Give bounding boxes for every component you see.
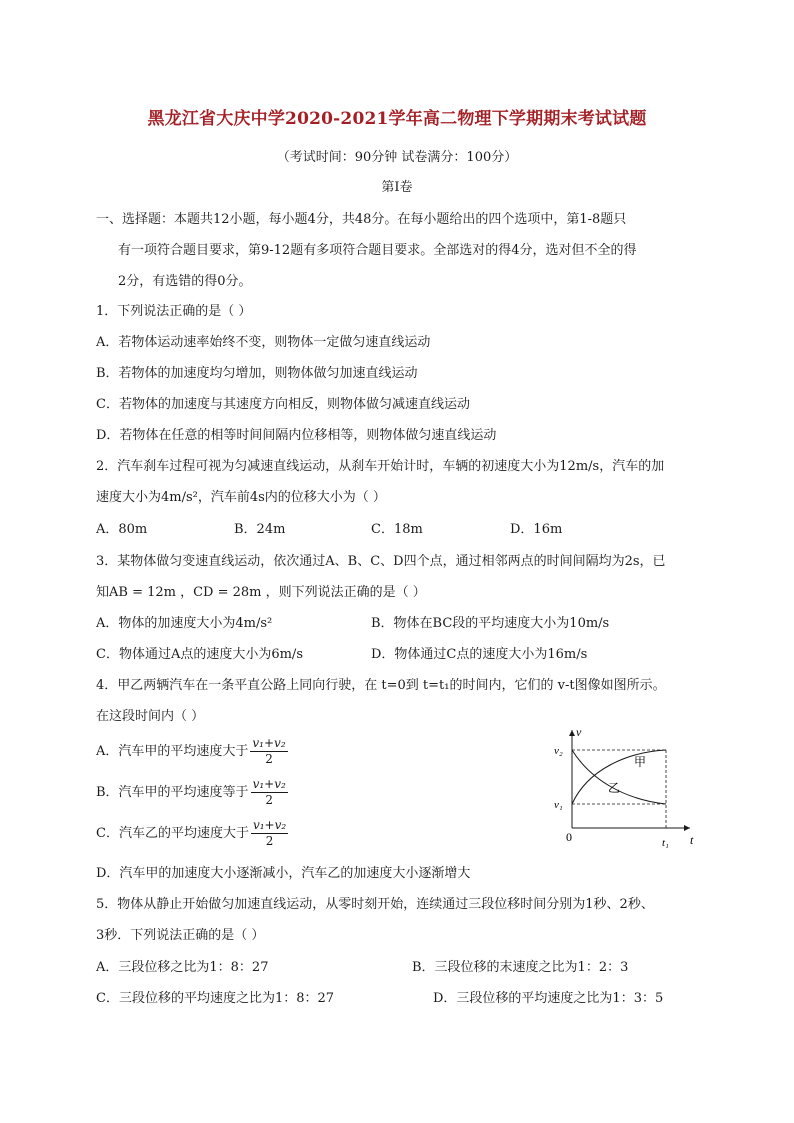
fraction-numerator: v₁+v₂ bbox=[252, 777, 286, 791]
q4-option-c bbox=[96, 818, 288, 849]
fraction-numerator: v₁+v₂ bbox=[252, 736, 286, 750]
fraction-denominator: 2 bbox=[265, 793, 273, 807]
q5-stem-line-1: 5．物体从静止开始做匀加速直线运动，从零时刻开始，连续通过三段位移时间分别为1秒、2秒、 bbox=[96, 897, 654, 912]
q1-stem: 1．下列说法正确的是（ ） bbox=[96, 304, 252, 319]
label-yi: 乙 bbox=[608, 781, 621, 795]
q3-option-d: D．物体通过C点的速度大小为16m/s bbox=[371, 647, 588, 662]
q2-stem-line-2: 速度大小为4m/s²，汽车前4s内的位移大小为（ ） bbox=[96, 490, 386, 505]
q5-option-b: B．三段位移的末速度之比为1：2：3 bbox=[412, 960, 629, 975]
fraction-denominator: 2 bbox=[265, 834, 274, 848]
fraction-denominator: 2 bbox=[265, 752, 273, 766]
q4-option-b bbox=[96, 777, 288, 808]
x-axis-label: t bbox=[690, 833, 694, 847]
q5-option-d: D．三段位移的平均速度之比为1：3：5 bbox=[433, 991, 664, 1006]
q5-option-a: A．三段位移之比为1：8：27 bbox=[96, 960, 269, 975]
q1-option-b: B．若物体的加速度均匀增加，则物体做匀加速直线运动 bbox=[96, 366, 418, 381]
q3-option-a: A．物体的加速度大小为4m/s² bbox=[96, 616, 273, 631]
q4-option-d: D．汽车甲的加速度大小逐渐减小，汽车乙的加速度大小逐渐增大 bbox=[96, 866, 471, 881]
q5-stem-line-2: 3秒．下列说法正确的是（ ） bbox=[96, 928, 265, 943]
vt-graph bbox=[548, 724, 698, 852]
q5-option-c: C．三段位移的平均速度之比为1：8：27 bbox=[96, 991, 335, 1006]
v2-label: v₂ bbox=[554, 745, 563, 757]
curve-yi bbox=[572, 750, 666, 804]
q2-option-c: C．18m bbox=[371, 522, 423, 537]
q4-stem-line-1: 4．甲乙两辆汽车在一条平直公路上同向行驶，在 t=0到 t=t₁的时间内，它们的 v-t图像如图所示。 bbox=[96, 678, 666, 693]
y-axis-label: v bbox=[576, 725, 582, 739]
instruction-line-2: 有一项符合题目要求，第9-12题有多项符合题目要求。全部选对的得4分，选对但不全的得 bbox=[118, 243, 637, 258]
section-label: 第Ⅰ卷 bbox=[381, 180, 413, 195]
q1-option-c: C．若物体的加速度与其速度方向相反，则物体做匀减速直线运动 bbox=[96, 397, 470, 412]
q2-option-b: B．24m bbox=[234, 522, 286, 537]
instruction-line-3: 2分，有选错的得0分。 bbox=[118, 274, 252, 289]
section-instructions bbox=[96, 204, 706, 297]
q2-option-d: D．16m bbox=[510, 522, 563, 537]
q3-stem-line-1: 3．某物体做匀变速直线运动，依次通过A、B、C、D四个点，通过相邻两点的时间间隔均为2s，已 bbox=[96, 554, 666, 569]
q3-option-b: B．物体在BC段的平均速度大小为10m/s bbox=[371, 616, 610, 631]
q2-option-a: A．80m bbox=[96, 522, 148, 537]
q2-stem-line-1: 2．汽车刹车过程可视为匀减速直线运动，从刹车开始计时，车辆的初速度大小为12m/s，汽车的加 bbox=[96, 459, 665, 474]
q3-stem-line-2: 知AB = 12m ，CD = 28m ，则下列说法正确的是（ ） bbox=[96, 585, 426, 600]
q1-option-d: D．若物体在任意的相等时间间隔内位移相等，则物体做匀速直线运动 bbox=[96, 428, 497, 443]
q4-option-c-text: C．汽车乙的平均速度大于 bbox=[96, 826, 249, 841]
q4-option-a-text: A．汽车甲的平均速度大于 bbox=[96, 744, 249, 759]
v1-label: v₁ bbox=[554, 799, 563, 811]
q4-option-b-text: B．汽车甲的平均速度等于 bbox=[96, 785, 249, 800]
instruction-line-1: 一、选择题：本题共12小题，每小题4分，共48分。在每小题给出的四个选项中，第1-8题只 bbox=[96, 212, 627, 227]
q4-option-a bbox=[96, 736, 288, 767]
q4-stem-line-2: 在这段时间内（ ） bbox=[96, 709, 205, 724]
q1-option-a: A．若物体运动速率始终不变，则物体一定做匀速直线运动 bbox=[96, 335, 431, 350]
origin-label: 0 bbox=[566, 830, 572, 844]
exam-info: （考试时间：90分钟 试卷满分：100分） bbox=[276, 150, 518, 165]
curve-jia bbox=[572, 750, 666, 804]
fraction-v1-plus-v2-over-2 bbox=[250, 736, 287, 767]
fraction-numerator: v₁+v₂ bbox=[252, 818, 287, 832]
fraction-v1-plus-v2-over-2 bbox=[251, 818, 288, 849]
q3-option-c: C．物体通过A点的速度大小为6m/s bbox=[96, 647, 303, 662]
fraction-v1-plus-v2-over-2 bbox=[251, 777, 288, 808]
page-title: 黑龙江省大庆中学2020-2021学年高二物理下学期期末考试试题 bbox=[147, 109, 647, 129]
label-jia: 甲 bbox=[634, 755, 647, 769]
t1-label: t₁ bbox=[662, 837, 669, 849]
